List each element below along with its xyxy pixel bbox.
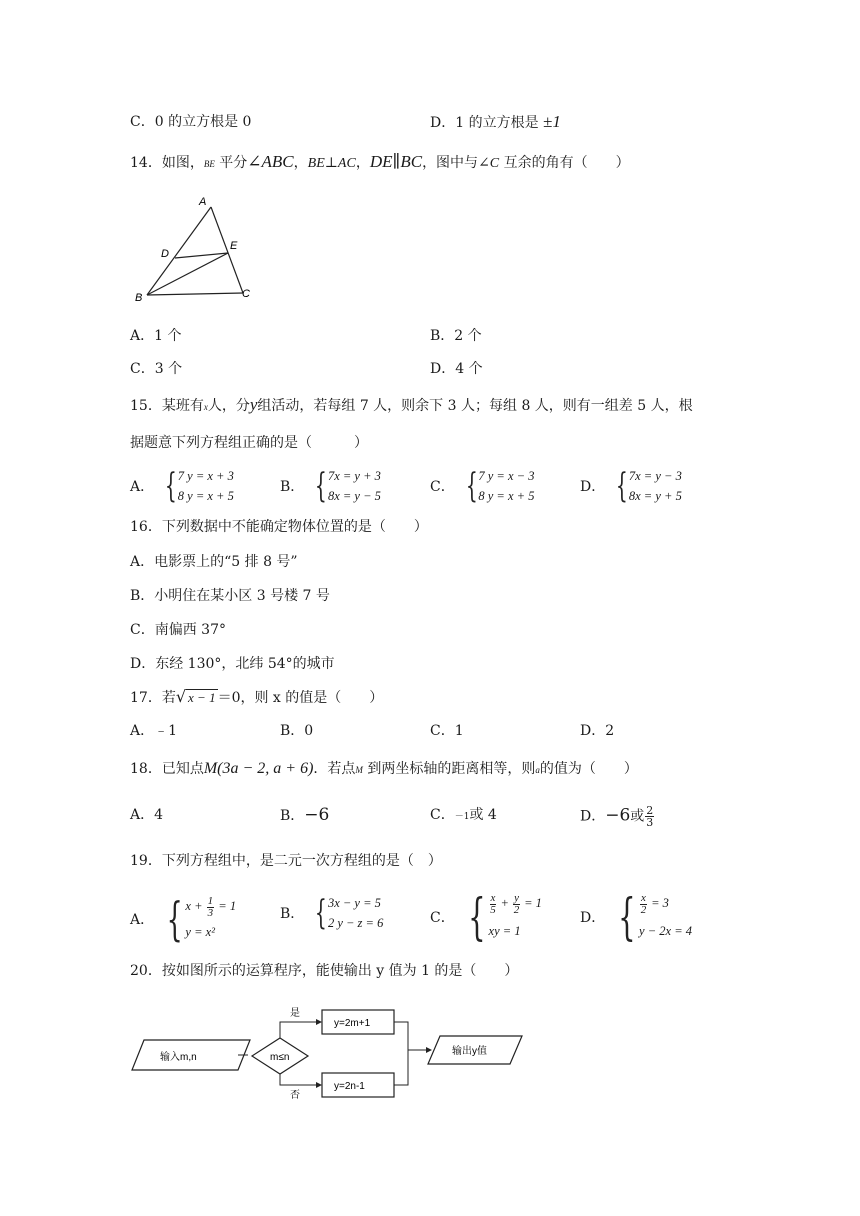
brace-icon: { (616, 466, 629, 506)
brace-icon: { (315, 893, 328, 933)
brace-icon: { (166, 892, 183, 946)
q19-c-eq2: xy = 1 (488, 924, 521, 938)
q15-stem-line2: 据题意下列方程组正确的是（ ） (130, 435, 368, 451)
q20-flowchart (130, 1000, 530, 1110)
flow-input-text: 输入m,n (160, 1052, 197, 1063)
q15-stem-line1 (130, 395, 693, 417)
q18-option-d-fraction (645, 805, 654, 828)
fraction-denominator: 2 (640, 903, 647, 916)
q16-option-d: D．东经 130°，北纬 54°的城市 (130, 656, 335, 672)
q15-option-c (430, 466, 534, 506)
q14-option-d: D．4 个 (430, 361, 483, 377)
q18-option-d (580, 805, 655, 828)
fraction-numerator: x (641, 891, 646, 904)
q19-d-eq1-right: = 3 (647, 896, 669, 910)
q18-text-1: 18．已知点 (130, 761, 204, 777)
q17-option-d: D．2 (580, 723, 615, 739)
brace-icon: { (465, 466, 478, 506)
q18-option-b-label: B． (280, 808, 305, 824)
q15-option-a (130, 466, 234, 506)
q17-option-a: A．﹣1 (130, 723, 178, 739)
q15-option-c-label: C． (430, 479, 455, 495)
q17-text-2: ＝0，则 x 的值是（ ） (217, 690, 384, 706)
q15-a-eq1: 7 y = x + 3 (177, 469, 234, 483)
q15-text-b: 人，分 (207, 398, 250, 414)
q14-angle-abc: ∠ABC (247, 152, 294, 171)
flow-no-label: 否 (290, 1090, 300, 1101)
q14-option-a: A．1 个 (130, 328, 182, 344)
q19-c-plus: + (497, 896, 513, 910)
q15-var-y: y (249, 395, 258, 414)
q19-a-eq1 (185, 893, 236, 919)
q16-stem: 16．下列数据中不能确定物体位置的是（ ） (130, 519, 428, 535)
q18-option-c-rest: 或 4 (469, 807, 497, 823)
q15-var-x: x (203, 402, 208, 412)
flow-output-text: 输出y值 (452, 1046, 487, 1057)
flow-condition-text: m≤n (270, 1052, 290, 1063)
q13-option-d-math: ±1 (543, 112, 561, 131)
fraction-denominator: 5 (490, 903, 496, 916)
q18-stem (130, 759, 638, 780)
q19-option-c-label: C． (430, 910, 455, 926)
q14-text-5: 互余的角有（ ） (499, 155, 630, 171)
q18-option-d-or: 或 (630, 808, 645, 825)
q14-option-c: C．3 个 (130, 361, 183, 377)
q19-option-d (580, 889, 692, 945)
q15-option-d (580, 466, 682, 506)
q14-text-1: 平分 (214, 155, 248, 171)
q19-option-c (430, 889, 542, 945)
q15-option-b (280, 466, 381, 506)
brace-icon: { (315, 466, 328, 506)
label-d: D (161, 248, 169, 260)
q16-option-a: A．电影票上的“5 排 8 号” (130, 554, 298, 570)
fraction-numerator: y (514, 891, 519, 904)
q18-option-c-small: －1 (454, 812, 470, 822)
q16-option-b: B．小明住在某小区 3 号楼 7 号 (130, 588, 330, 604)
q14-option-b: B．2 个 (430, 328, 482, 344)
q18-option-d-value: −6 (605, 805, 631, 826)
q15-b-eq2: 8x = y − 5 (327, 489, 381, 503)
q14-text-4: ，图中与 (422, 155, 479, 171)
label-c: C (242, 288, 250, 300)
q19-stem: 19．下列方程组中，是二元一次方程组的是（ ） (130, 853, 442, 869)
q14-be-small: BE (203, 159, 215, 169)
q19-option-b-label: B． (280, 906, 305, 922)
q18-text-3: 到两坐标轴的距离相等，则 (362, 761, 536, 777)
brace-icon: { (467, 888, 486, 946)
q15-d-eq1: 7x = y − 3 (628, 469, 682, 483)
q14-text-2: ， (293, 155, 308, 171)
fraction-denominator: 2 (513, 903, 520, 916)
q14-de-parallel-bc: DE∥BC (369, 152, 423, 171)
q18-text-4: 的值为（ ） (539, 761, 638, 777)
fraction-denominator: 3 (646, 816, 654, 829)
q18-option-d-label: D． (580, 808, 606, 825)
q15-d-eq2: 8x = y + 5 (628, 489, 682, 503)
sqrt-icon: √ (175, 687, 187, 706)
q15-b-eq1: 7x = y + 3 (327, 469, 381, 483)
brace-icon: { (618, 888, 636, 946)
label-b: B (135, 292, 143, 304)
q15-text-c: 组活动，若每组 7 人，则余下 3 人；每组 8 人，则有一组差 5 人，根 (257, 398, 693, 414)
q18-text-2: ．若点 (313, 761, 356, 777)
q19-option-a (130, 893, 236, 945)
q18-option-b (280, 805, 329, 826)
q14-number: 14．如图， (130, 155, 204, 171)
flow-top-text: y=2m+1 (334, 1018, 371, 1029)
q18-option-c (430, 805, 497, 827)
q15-option-a-label: A． (130, 479, 155, 495)
q13-option-d (430, 112, 561, 133)
q14-stem (130, 152, 630, 174)
label-a: A (199, 196, 207, 208)
q14-be-perp-ac: BE⊥AC (307, 156, 356, 171)
q15-c-eq1: 7 y = x − 3 (478, 469, 535, 483)
fraction-numerator: x (490, 891, 496, 904)
q13-option-d-text: D．1 的立方根是 (430, 115, 539, 131)
fraction-numerator: 2 (646, 804, 654, 817)
q18-option-c-label: C． (430, 807, 455, 823)
q19-option-d-label: D． (580, 910, 606, 926)
q14-angle-c: ∠C (478, 156, 500, 171)
flow-yes-label: 是 (290, 1008, 300, 1019)
q17-option-b: B．0 (280, 723, 314, 739)
q19-c-eq1 (489, 889, 542, 917)
q15-c-eq2: 8 y = x + 5 (478, 489, 535, 503)
q15-text-a: 15．某班有 (130, 398, 204, 414)
q13-option-c: C．0 的立方根是 0 (130, 114, 252, 130)
q19-option-b (280, 893, 383, 933)
q15-option-d-label: D． (580, 479, 606, 495)
q15-a-eq2: 8 y = x + 5 (177, 489, 234, 503)
q19-a-eq1-right: = 1 (215, 899, 237, 913)
q17-option-c: C．1 (430, 723, 464, 739)
q15-option-b-label: B． (280, 479, 305, 495)
q19-d-eq1 (639, 889, 692, 917)
q20-stem: 20．按如图所示的运算程序，能使输出 y 值为 1 的是（ ） (130, 963, 519, 979)
q19-c-eq1-right: = 1 (521, 896, 542, 910)
flow-bottom-text: y=2n-1 (334, 1081, 365, 1092)
q18-var-a: a (535, 765, 540, 775)
fraction-denominator: 3 (207, 906, 214, 919)
brace-icon: { (164, 466, 177, 506)
q14-triangle-figure (125, 185, 275, 310)
q19-d-eq2: y − 2x = 4 (639, 924, 693, 938)
q19-b-eq2: 2 y − z = 6 (327, 916, 384, 930)
q17-stem (130, 687, 383, 708)
q19-b-eq1: 3x − y = 5 (327, 896, 381, 910)
q17-text-1: 17．若 (130, 690, 176, 706)
fraction-numerator: 1 (207, 894, 214, 907)
q18-option-a: A．4 (130, 807, 164, 823)
q14-text-3: ， (355, 155, 370, 171)
label-e: E (230, 240, 238, 252)
q17-radicand: x − 1 (188, 690, 216, 705)
q18-point: M(3a − 2, a + 6) (203, 760, 314, 777)
q18-point-m: M (355, 765, 363, 775)
q18-option-b-value: −6 (304, 805, 330, 825)
q16-option-c: C．南偏西 37° (130, 622, 226, 638)
q19-a-eq2: y = x² (185, 925, 215, 939)
q19-option-a-label: A． (130, 912, 155, 928)
q19-a-eq1-left: x + (185, 899, 206, 913)
